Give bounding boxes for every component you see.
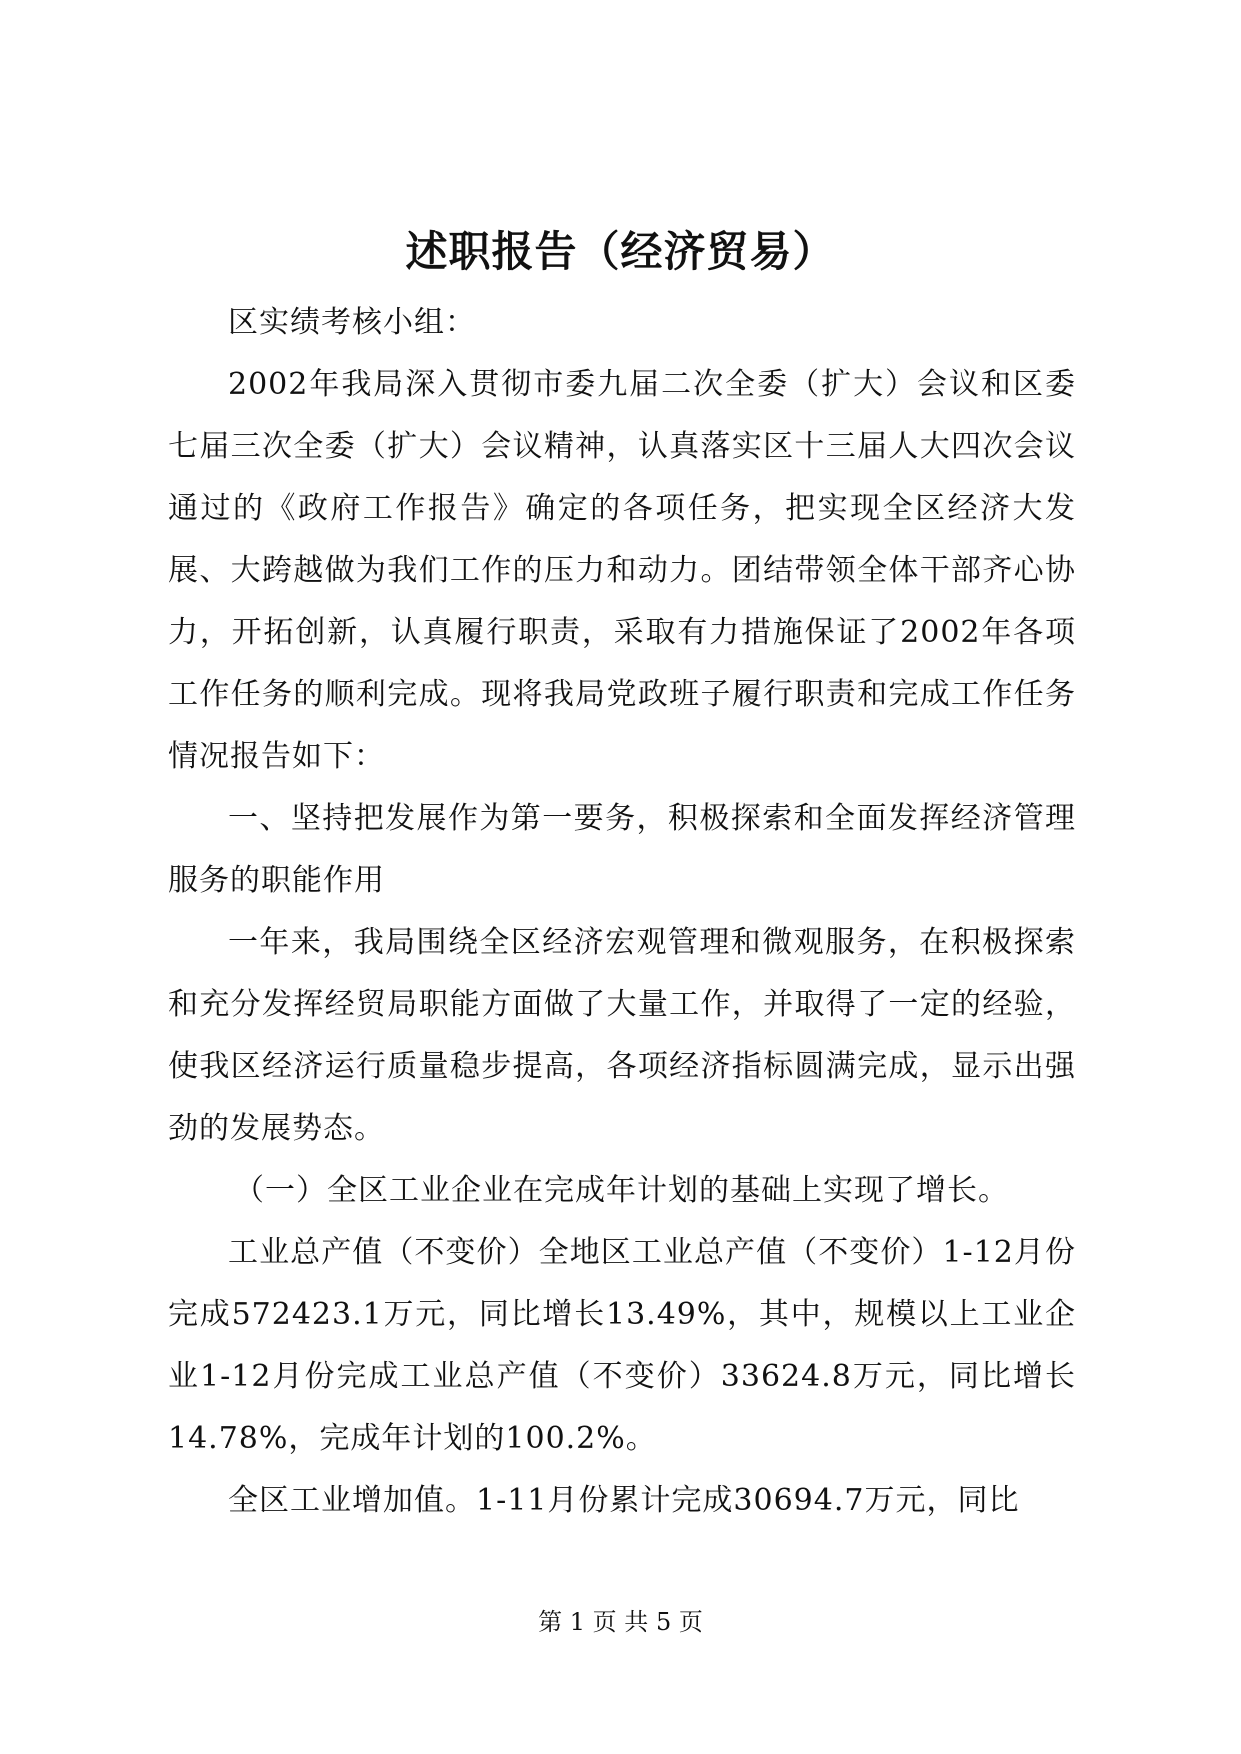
page-number: 第 1 页 共 5 页 [538,1608,703,1636]
subsection-heading-1: （一）全区工业企业在完成年计划的基础上实现了增长。 [234,1173,1009,1208]
paragraph-intro: 2002年我局深入贯彻市委九届二次全委（扩大）会议和区委七届三次全委（扩大）会议精神，认真落实区十三届人大四次会议通过的《政府工作报告》确定的各项任务，把实现全区经济大发展、大跨越做为我们工作的压力和动力。团结带领全体干部齐心协力，开拓创新，认真履行职责，采取有力措施保证了2002年各项工作任务的顺利完成。现将我局党政班子履行职责和完成工作任务情况报告如下： [168,367,1076,774]
document-body [168,292,1076,1532]
paragraph-value-added: 全区工业增加值。1-11月份累计完成30694.7万元，同比 [228,1483,1020,1518]
section-heading-1: 一、坚持把发展作为第一要务，积极探索和全面发挥经济管理服务的职能作用 [168,801,1076,898]
paragraph-overview: 一年来，我局围绕全区经济宏观管理和微观服务，在积极探索和充分发挥经贸局职能方面做了大量工作，并取得了一定的经验，使我区经济运行质量稳步提高，各项经济指标圆满完成，显示出强劲的发展势态。 [168,925,1076,1146]
salutation: 区实绩考核小组： [228,305,476,340]
document-title: 述职报告（经济贸易） [405,227,836,276]
paragraph-industrial-output: 工业总产值（不变价）全地区工业总产值（不变价）1-12月份完成572423.1万元，同比增长13.49%，其中，规模以上工业企业1-12月份完成工业总产值（不变价）33624.8万元，同比增长14.78%，完成年计划的100.2%。 [168,1235,1076,1456]
